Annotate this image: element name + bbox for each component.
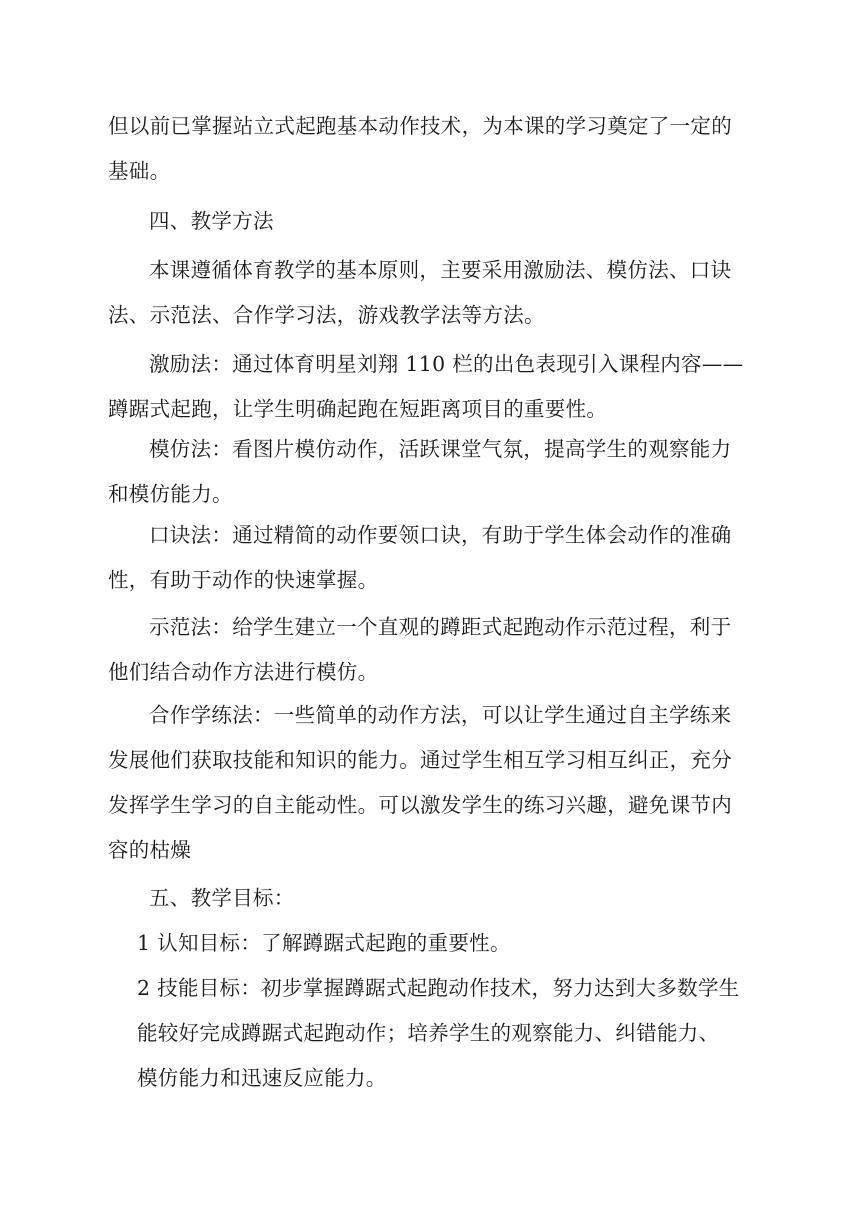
text-line: 模仿能力和迅速反应能力。 — [137, 1066, 387, 1090]
text-line: 发展他们获取技能和知识的能力。通过学生相互学习相互纠正，充分 — [108, 748, 732, 772]
paragraph-motivation-method — [108, 342, 758, 432]
text-line: 1 认知目标：了解蹲踞式起跑的重要性。 — [137, 931, 511, 955]
paragraph-demonstration-method — [108, 605, 758, 695]
text-line: 口诀法：通过精简的动作要领口诀，有助于学生体会动作的准确 — [149, 523, 732, 547]
paragraph-methods-intro — [108, 248, 758, 338]
text-line: 模仿法：看图片模仿动作，活跃课堂气氛，提高学生的观察能力 — [149, 437, 732, 461]
paragraph-imitation-method — [108, 427, 758, 517]
paragraph-mnemonic-method — [108, 513, 758, 603]
text-line: 本课遵循体育教学的基本原则，主要采用激励法、模仿法、口诀 — [149, 258, 732, 282]
text-line: 五、教学目标： — [149, 886, 295, 910]
text-line: 2 技能目标：初步掌握蹲踞式起跑动作技术，努力达到大多数学生 — [137, 976, 740, 1000]
text-line: 激励法：通过体育明星刘翔 110 栏的出色表现引入课程内容—— — [149, 352, 744, 376]
paragraph-cooperative-method — [108, 693, 758, 873]
goal-item-skill — [137, 966, 759, 1101]
text-line: 和模仿能力。 — [108, 482, 233, 506]
goal-item-cognitive — [137, 921, 787, 966]
text-line: 四、教学方法 — [149, 209, 274, 233]
paragraph-continuation — [108, 104, 758, 194]
section-heading-teaching-methods — [149, 199, 799, 244]
section-heading-teaching-goals — [149, 876, 799, 921]
text-line: 蹲踞式起跑，让学生明确起跑在短距离项目的重要性。 — [108, 397, 608, 421]
text-line: 能较好完成蹲踞式起跑动作；培养学生的观察能力、纠错能力、 — [137, 1021, 720, 1045]
text-line: 发挥学生学习的自主能动性。可以激发学生的练习兴趣，避免课节内 — [108, 793, 732, 817]
text-line: 合作学练法：一些简单的动作方法，可以让学生通过自主学练来 — [149, 703, 732, 727]
text-line: 性，有助于动作的快速掌握。 — [108, 568, 379, 592]
text-line: 但以前已掌握站立式起跑基本动作技术，为本课的学习奠定了一定的 — [108, 114, 732, 138]
text-line: 基础。 — [108, 159, 171, 183]
text-line: 容的枯燥 — [108, 838, 192, 862]
text-line: 示范法：给学生建立一个直观的蹲距式起跑动作示范过程，利于 — [149, 615, 732, 639]
text-line: 他们结合动作方法进行模仿。 — [108, 660, 379, 684]
text-line: 法、示范法、合作学习法，游戏教学法等方法。 — [108, 303, 545, 327]
